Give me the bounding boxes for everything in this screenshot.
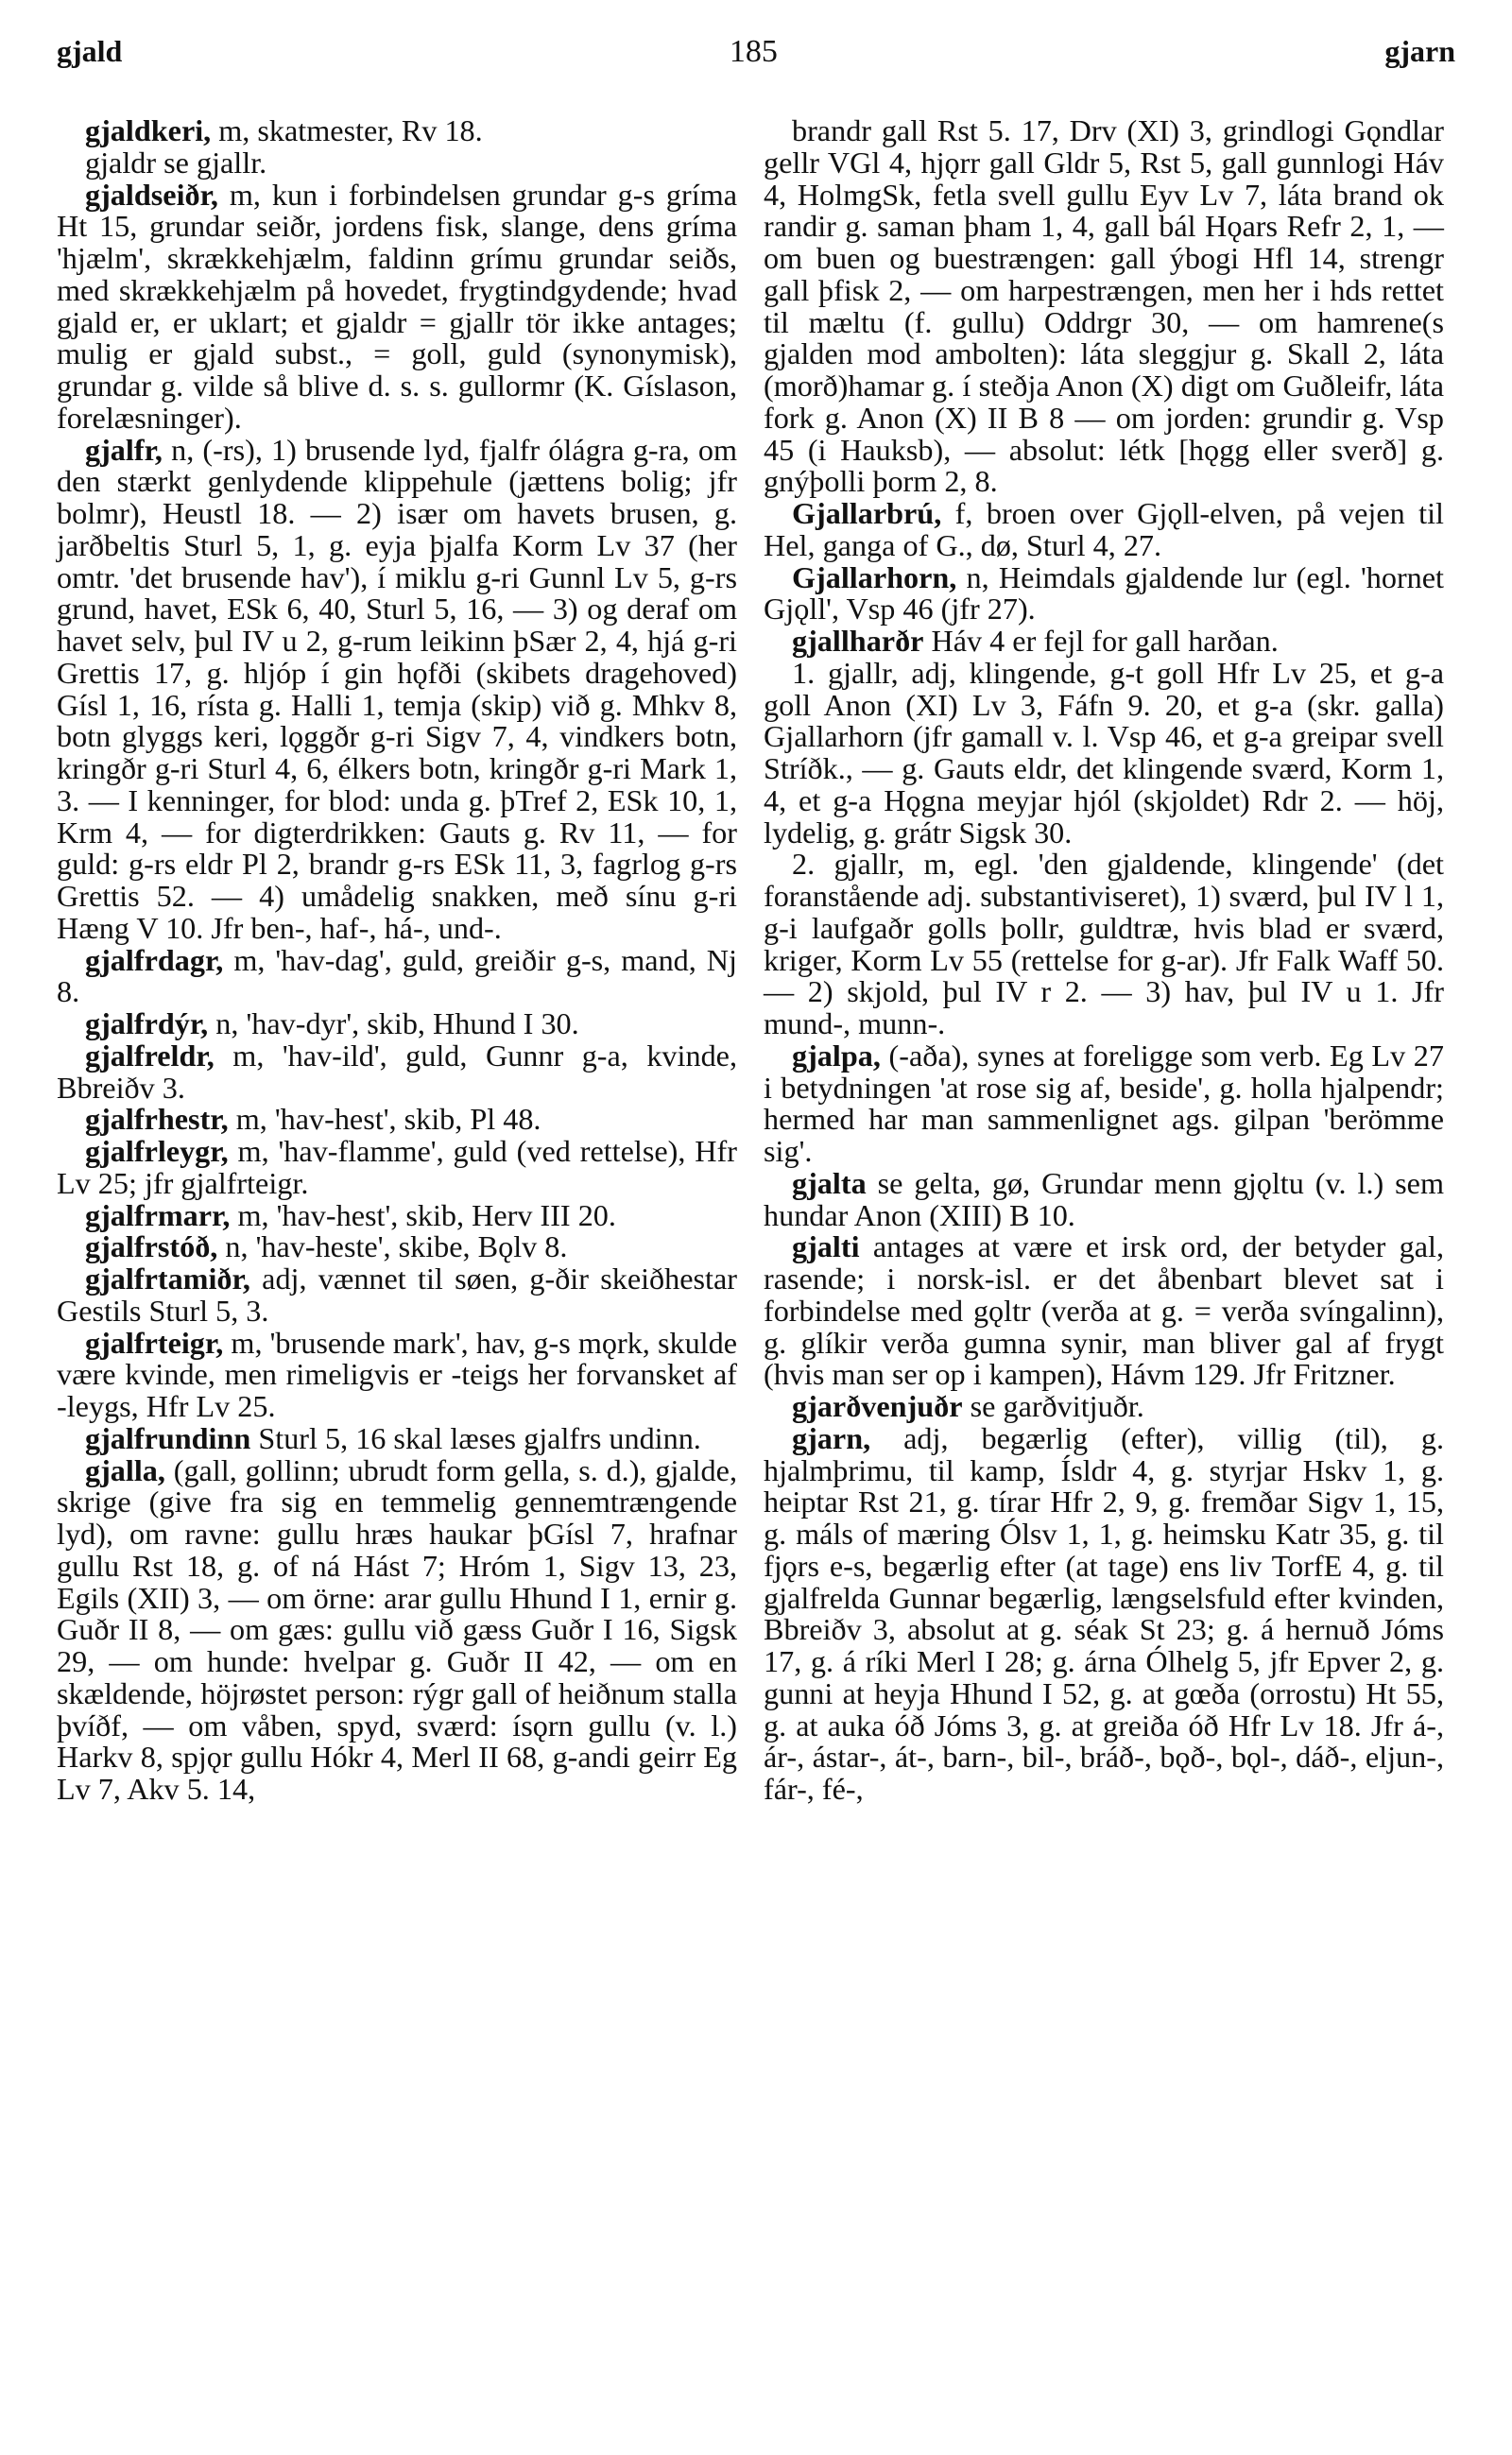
- entry-headword: gjallharðr: [792, 624, 924, 658]
- dictionary-entry: [57, 1104, 737, 1136]
- page-header: [57, 34, 1455, 81]
- dictionary-entry: [57, 1197, 737, 1232]
- entry-headword: gjalfrstóð,: [85, 1229, 218, 1264]
- entry-headword: gjarn,: [792, 1420, 871, 1455]
- entry-headword: gjalfrundinn: [85, 1420, 251, 1455]
- page-number: 185: [729, 34, 778, 69]
- entry-headword: gjalfrmarr,: [85, 1197, 231, 1232]
- entry-body: 1. gjallr, adj, klingende, g-t goll Hfr Lv 25, et g-a goll Anon (XI) Lv 3, Fáfn 9. 20, et g-a (skr. galla) Gjallarhorn (jfr gamall v. l. Vsp 46, et g-a greipar svell Stríðk., — g. Gauts eldr, det klingende sværd, Korm 1, 4, et g-a Hǫgna meyjar hjól (skjoldet) Rdr 2. — höj, lydelig, g. grátr Sigsk 30.: [764, 655, 1444, 850]
- entry-body: m, 'hav-ild', guld, Gunnr g-a, kvinde, Bbreiðv 3.: [57, 1038, 737, 1105]
- entry-headword: gjalla,: [85, 1452, 165, 1487]
- entry-body: n, 'hav-dyr', skib, Hhund I 30.: [208, 1006, 579, 1040]
- dictionary-entry: [764, 1231, 1444, 1391]
- entry-body: gjaldr se gjallr.: [85, 145, 267, 180]
- dictionary-entry: [57, 177, 737, 435]
- entry-headword: Gjallarhorn,: [792, 559, 957, 594]
- entry-body: Sturl 5, 16 skal læses gjalfrs undinn.: [250, 1420, 701, 1455]
- entry-headword: gjalti: [792, 1229, 860, 1264]
- dictionary-entry: [57, 147, 737, 180]
- dictionary-entry: [57, 1325, 737, 1423]
- entry-body: (gall, gollinn; ubrudt form gella, s. d.), gjalde, skrige (give fra sig en temmelig gennemtrængende lyd), om ravne: gullu hræs haukar þGísl 7, hrafnar gullu Rst 18, g. of ná Hást 7; Hróm 1, Sigv 13, 23, Egils (XII) 3, — om örne: arar gullu Hhund I 1, ernir g. Guðr II 8, — om gæs: gullu við gæss Guðr I 16, Sigsk 29, — om hunde: hvelpar g. Guðr II 42, — om en skældende, höjrøstet person: rýgr gall of heiðnum stalla þvíðf, — om våben, spyd, sværd: ísǫrn gullu (v. l.) Harkv 8, spjǫr gullu Hókr 4, Merl II 68, g-andi geirr Eg Lv 7, Akv 5. 14,: [57, 1452, 737, 1806]
- entry-body: (-aða), synes at foreligge som verb. Eg Lv 27 i betydningen 'at rose sig af, beside', g. holla hjalpendr; hermed har man sammenlignet ags. gilpan 'berömme sig'.: [764, 1038, 1444, 1168]
- dictionary-entry: [764, 559, 1444, 627]
- right-column: [764, 115, 1444, 1806]
- entry-body: Háv 4 er fejl for gall harðan.: [923, 624, 1279, 658]
- dictionary-entry: [57, 1452, 737, 1806]
- dictionary-entry: [57, 942, 737, 1009]
- dictionary-entry: [764, 498, 1444, 562]
- running-head-left: gjald: [57, 34, 123, 68]
- dictionary-entry: [57, 432, 737, 945]
- entry-headword: gjalfrtamiðr,: [85, 1262, 250, 1296]
- entry-headword: gjalta: [792, 1165, 867, 1200]
- entry-headword: gjalfrteigr,: [85, 1325, 224, 1360]
- entry-body: 2. gjallr, m, egl. 'den gjaldende, klingende' (det foranstående adj. substantiviseret), 1) sværd, þul IV l 1, g-i laufgaðr golls þollr, guldtræ, hvis blad er sværd, kriger, Korm Lv 55 (rettelse for g-ar). Jfr Falk Waff 50. — 2) skjold, þul IV r 2. — 3) hav, þul IV u 1. Jfr mund-, munn-.: [764, 847, 1444, 1040]
- entry-body: n, (-rs), 1) brusende lyd, fjalfr ólágra g-ra, om den stærkt genlydende klippehule (jættens bolig; jfr bolmr), Heustl 18. — 2) især om havets brusen, g. jarðbeltis Sturl 5, 1, g. eyja þjalfa Korm Lv 37 (her omtr. 'det brusende hav'), í miklu g-ri Gunnl Lv 5, g-rs grund, havet, ESk 6, 40, Sturl 5, 16, — 3) og deraf om havet selv, þul IV u 2, g-rum leikinn þSær 2, 4, hjá g-ri Grettis 17, g. hljóp í gin hǫfði (skibets dragehoved) Gísl 1, 16, rísta g. Halli 1, temja (skip) við g. Mhkv 8, botn glyggs keri, lǫggðr g-ri Sigv 7, 4, vindkers botn, kringðr g-ri Sturl 4, 6, élkers botn, kringðr g-ri Mark 1, 3. — I kenninger, for blod: unda g. þTref 2, ESk 10, 1, Krm 4, — for digterdrikken: Gauts g. Rv 11, — for guld: g-rs eldr Pl 2, brandr g-rs ESk 11, 3, fagrlog g-rs Grettis 52. — 4) umådelig snakken, með sínu g-ri Hæng V 10. Jfr ben-, haf-, há-, und-.: [57, 432, 737, 945]
- entry-body: se garðvitjuðr.: [962, 1389, 1144, 1423]
- dictionary-entry: [764, 655, 1444, 850]
- dictionary-entry: [57, 1263, 737, 1328]
- dictionary-entry: [764, 1420, 1444, 1806]
- entry-body: antages at være et irsk ord, der betyder gal, rasende; i norsk-isl. er det åbenbart blevet sat i forbindelse med gǫltr (verða at g. = verða svíngalinn), g. glíkir verða gumna synir, man bliver gal af frygt (hvis man ser op i kampen), Hávm 129. Jfr Fritzner.: [764, 1229, 1444, 1392]
- entry-headword: gjarðvenjuðr: [792, 1389, 963, 1423]
- entry-body: m, 'hav-flamme', guld (ved rettelse), Hfr Lv 25; jfr gjalfrteigr.: [57, 1134, 737, 1200]
- entry-headword: gjalfr,: [85, 432, 163, 467]
- dictionary-entry: [764, 115, 1444, 498]
- dictionary-entry: [57, 1008, 737, 1040]
- dictionary-entry: [57, 1231, 737, 1263]
- dictionary-entry: [57, 1040, 737, 1105]
- entry-body: adj, begærlig (efter), villig (til), g. hjalmþrimu, til kamp, Ísldr 4, g. styrjar Hskv 1, g. heiptar Rst 21, g. tírar Hfr 2, 9, g. fremðar Sigv 1, 15, g. máls of mæring Ólsv 1, 1, g. heimsku Katr 35, g. til fjǫrs e-s, begærlig efter (at tage) ens liv TorfE 4, g. til gjalfrelda Gunnar begærlig, længselsfuld efter kvinden, Bbreiðv 3, absolut at g. séak St 23; g. á hernuð Jóms 17, g. á ríki Merl I 28; g. árna Ólhelg 5, jfr Epver 2, g. gunni at heyja Hhund I 52, g. at gœða (orrostu) Ht 55, g. at auka óð Jóms 3, g. at greiða óð Hfr Lv 18. Jfr á-, ár-, ástar-, át-, barn-, bil-, bráð-, bǫð-, bǫl-, dáð-, eljun-, fár-, fé-,: [764, 1420, 1444, 1806]
- entry-headword: gjalpa,: [792, 1038, 881, 1073]
- entry-body: f, broen over Gjǫll-elven, på vejen til Hel, ganga of G., dø, Sturl 4, 27.: [764, 496, 1444, 562]
- entry-headword: gjaldkeri,: [85, 113, 212, 147]
- entry-headword: gjalfrdagr,: [85, 942, 224, 977]
- entry-headword: gjalfrhestr,: [85, 1102, 229, 1137]
- dictionary-entry: [764, 1040, 1444, 1168]
- entry-headword: Gjallarbrú,: [792, 496, 942, 530]
- entry-body: brandr gall Rst 5. 17, Drv (XI) 3, grindlogi Gǫndlar gellr VGl 4, hjǫrr gall Gldr 5, Rst 5, gall gunnlogi Háv 4, HolmgSk, fetla svell gullu Eyv Lv 7, láta brand ok randir g. saman þham 1, 4, gall bál Hǫars Refr 2, 1, — om buen og buestrængen: gall ýbogi Hfl 14, strengr gall þfisk 2, — om harpestrængen, men her i hds rettet til mæltu (f. gullu) Oddrgr 30, — om hamrene(s gjalden mod ambolten): láta sleggjur g. Skall 2, láta (morð)hamar g. í steðja Anon (X) digt om Guðleifr, láta fork g. Anon (X) II B 8 — om jorden: grundir g. Vsp 45 (i Hauksb), — absolut: létk [hǫgg eller sverð] g. gnýþolli þorm 2, 8.: [764, 113, 1444, 499]
- entry-headword: gjaldseiðr,: [85, 177, 218, 212]
- dictionary-entry: [764, 1165, 1444, 1232]
- entry-headword: gjalfrleygr,: [85, 1134, 229, 1168]
- running-head-right: gjarn: [1384, 34, 1455, 68]
- dictionary-entry: [764, 626, 1444, 658]
- dictionary-entry: [57, 1420, 737, 1455]
- entry-body: m, 'hav-dag', guld, greiðir g-s, mand, Nj 8.: [57, 942, 737, 1009]
- left-column: [57, 115, 737, 1806]
- entry-body: m, 'hav-hest', skib, Herv III 20.: [230, 1197, 616, 1232]
- entry-headword: gjalfrdýr,: [85, 1006, 209, 1040]
- dictionary-entry: [57, 1136, 737, 1200]
- entry-body: adj, vænnet til søen, g-ðir skeiðhestar Gestils Sturl 5, 3.: [57, 1262, 737, 1328]
- dictionary-entry: [764, 1391, 1444, 1423]
- dictionary-entry: [764, 849, 1444, 1040]
- entry-body: m, 'brusende mark', hav, g-s mǫrk, skulde være kvinde, men rimeligvis er -teigs her forvansket af -leygs, Hfr Lv 25.: [57, 1325, 737, 1423]
- entry-headword: gjalfreldr,: [85, 1038, 215, 1073]
- entry-body: m, kun i forbindelsen grundar g-s gríma Ht 15, grundar seiðr, jordens fisk, slange, dens gríma 'hjælm', skrækkehjælm, faldinn grímu grundar seiðs, med skrækkehjælm på hovedet, frygtindgydende; hvad gjald er, er uklart; et gjaldr = gjallr tör ikke antages; mulig er gjald subst., = goll, guld (synonymisk), grundar g. vilde så blive d. s. s. gullormr (K. Gíslason, forelæsninger).: [57, 177, 737, 435]
- entry-body: n, 'hav-heste', skibe, Bǫlv 8.: [217, 1229, 568, 1264]
- entry-body: n, Heimdals gjaldende lur (egl. 'hornet Gjǫll', Vsp 46 (jfr 27).: [764, 559, 1444, 627]
- entry-body: se gelta, gø, Grundar menn gjǫltu (v. l.) sem hundar Anon (XIII) B 10.: [764, 1165, 1444, 1232]
- entry-body: m, skatmester, Rv 18.: [211, 113, 483, 147]
- dictionary-entry: [57, 115, 737, 147]
- entry-body: m, 'hav-hest', skib, Pl 48.: [228, 1102, 541, 1137]
